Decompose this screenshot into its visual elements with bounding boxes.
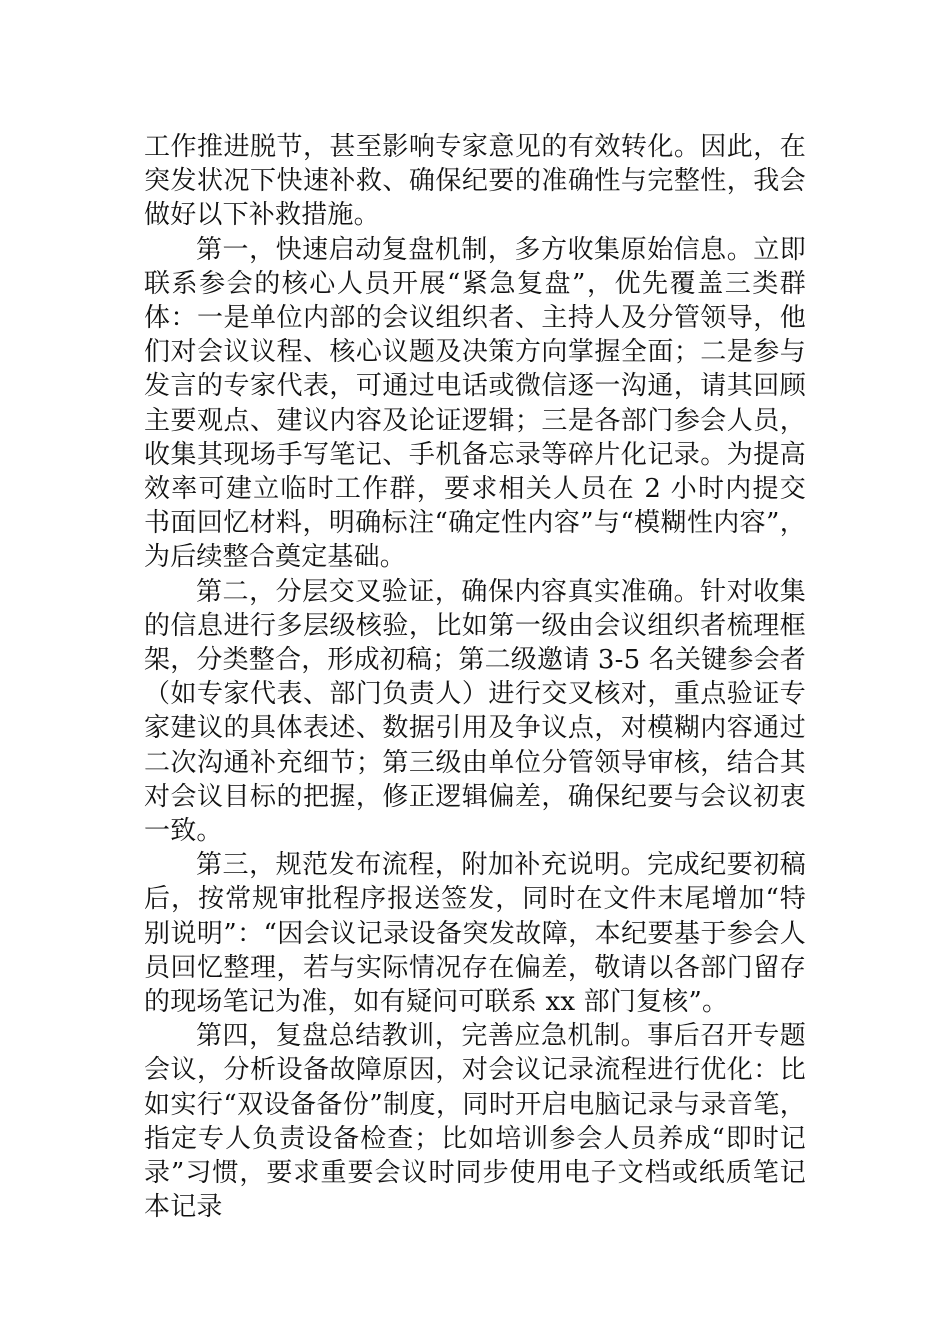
paragraph-step-one: 第一，快速启动复盘机制，多方收集原始信息。立即联系参会的核心人员开展“紧急复盘”，优先覆盖三类群体：一是单位内部的会议组织者、主持人及分管领导，他们对会议议程、核心议题及决策方向掌握全面；二是参与发言的专家代表，可通过电话或微信逐一沟通，请其回顾主要观点、建议内容及论证逻辑；三是各部门参会人员，收集其现场手写笔记、手机备忘录等碎片化记录。为提高效率可建立临时工作群，要求相关人员在 2 小时内提交书面回忆材料，明确标注“确定性内容”与“模糊性内容”，为后续整合奠定基础。: [144, 234, 806, 573]
paragraph-intro-continuation: 工作推进脱节，甚至影响专家意见的有效转化。因此，在突发状况下快速补救、确保纪要的准确性与完整性，我会做好以下补救措施。: [144, 132, 806, 231]
paragraph-step-three: 第三，规范发布流程，附加补充说明。完成纪要初稿后，按常规审批程序报送签发，同时在文件末尾增加“特别说明”：“因会议记录设备突发故障，本纪要基于参会人员回忆整理，若与实际情况存在偏差，敬请以各部门留存的现场笔记为准，如有疑问可联系 xx 部门复核”。: [144, 850, 806, 1018]
paragraph-step-two: 第二，分层交叉验证，确保内容真实准确。针对收集的信息进行多层级核验，比如第一级由会议组织者梳理框架，分类整合，形成初稿；第二级邀请 3-5 名关键参会者（如专家代表、部门负责人）进行交叉核对，重点验证专家建议的具体表述、数据引用及争议点，对模糊内容通过二次沟通补充细节；第三级由单位分管领导审核，结合其对会议目标的把握，修正逻辑偏差，确保纪要与会议初衷一致。: [144, 576, 806, 847]
paragraph-step-four: 第四，复盘总结教训，完善应急机制。事后召开专题会议，分析设备故障原因，对会议记录流程进行优化：比如实行“双设备备份”制度，同时开启电脑记录与录音笔，指定专人负责设备检查；比如培训参会人员养成“即时记录”习惯，要求重要会议时同步使用电子文档或纸质笔记本记录: [144, 1021, 806, 1223]
body-text: [144, 130, 806, 1225]
